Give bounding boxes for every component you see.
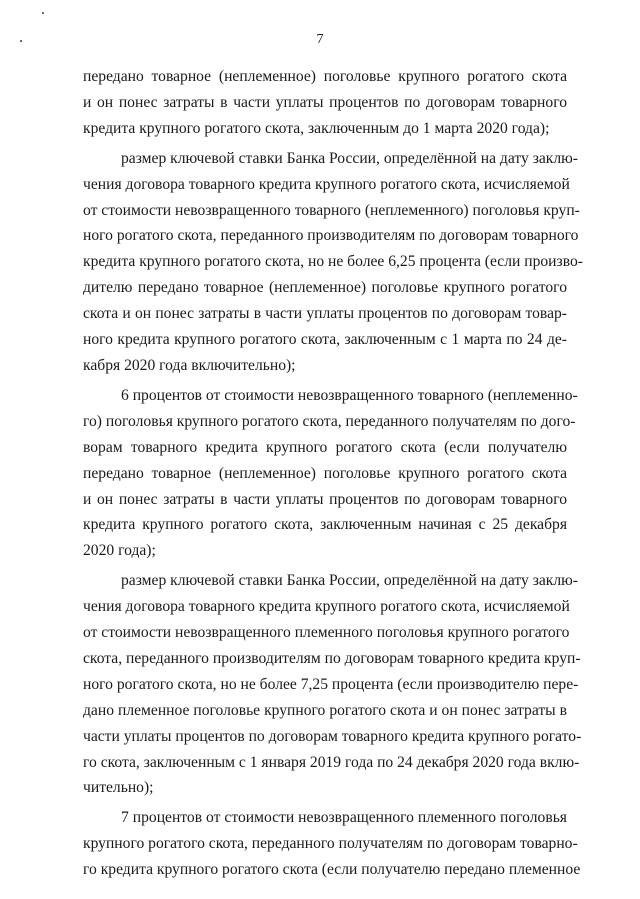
text-line: кредита крупного рогатого скота, но не более 6,25 процента (если произво- xyxy=(83,253,583,271)
text-line: ного рогатого скота, переданного производителям по договорам товарного xyxy=(83,227,579,245)
text-line: ворам товарного кредита крупного рогатого скота (если получателю xyxy=(83,438,567,456)
text-line: кредита крупного рогатого скота, заключенным начиная с 25 декабря xyxy=(83,516,567,534)
text-line: передано товарное (неплеменное) поголовье крупного рогатого скота xyxy=(83,68,567,85)
paragraph-4 xyxy=(83,568,582,801)
text-line: го) поголовья крупного рогатого скота, переданного получателям по дого- xyxy=(83,412,576,430)
text-line: дано племенное поголовье крупного рогатого скота и он понес затраты в xyxy=(83,701,567,719)
text-line: дителю передано товарное (неплеменное) поголовье крупного рогатого xyxy=(83,279,567,297)
text-line: части уплаты процентов по договорам товарного кредита крупного рогато- xyxy=(83,727,582,745)
text-line: ного кредита крупного рогатого скота, заключенным с 1 марта по 24 де- xyxy=(83,331,567,349)
text-line: чения договора товарного кредита крупного рогатого скота, исчисляемой xyxy=(83,175,570,193)
text-line: скота и он понес затраты в части уплаты процентов по договорам товар- xyxy=(83,305,567,323)
text-line: ного рогатого скота, но не более 7,25 процента (если производителю пере- xyxy=(83,675,579,693)
text-line: от стоимости невозвращенного товарного (неплеменного) поголовья круп- xyxy=(83,201,580,219)
text-line: го кредита крупного рогатого скота (если получателю передано племенное xyxy=(83,861,581,879)
paragraph-3 xyxy=(83,383,578,564)
text-line: 2020 года); xyxy=(83,542,156,560)
text-line: и он понес затраты в части уплаты процентов по договорам товарного xyxy=(83,93,567,111)
text-line: кредита крупного рогатого скота, заключенным до 1 марта 2020 года); xyxy=(83,119,550,137)
text-line: 6 процентов от стоимости невозвращенного товарного (неплеменно- xyxy=(121,386,578,404)
text-line: го скота, заключенным с 1 января 2019 года по 24 декабря 2020 года вклю- xyxy=(83,753,580,771)
document-body xyxy=(83,64,583,887)
scan-artifact-dot xyxy=(42,12,44,14)
text-line: скота, переданного производителям по договорам товарного кредита круп- xyxy=(83,649,581,667)
paragraph-5 xyxy=(83,805,581,883)
paragraph-1 xyxy=(83,64,567,142)
page-number: 7 xyxy=(316,32,324,47)
text-line: крупного рогатого скота, переданного получателям по договорам товарно- xyxy=(83,835,578,853)
text-line: 7 процентов от стоимости невозвращенного племенного поголовья xyxy=(121,809,567,827)
text-line: кабря 2020 года включительно); xyxy=(83,356,296,374)
text-line: чительно); xyxy=(83,779,154,797)
paragraph-2 xyxy=(83,146,583,379)
text-line: и он понес затраты в части уплаты процентов по договорам товарного xyxy=(83,490,567,508)
text-line: размер ключевой ставки Банка России, определённой на дату заклю- xyxy=(121,572,578,590)
text-line: размер ключевой ставки Банка России, определённой на дату заклю- xyxy=(121,149,578,167)
text-line: чения договора товарного кредита крупного рогатого скота, исчисляемой xyxy=(83,598,570,616)
text-line: от стоимости невозвращенного племенного поголовья крупного рогатого xyxy=(83,624,570,642)
text-line: передано товарное (неплеменное) поголовье крупного рогатого скота xyxy=(83,464,567,482)
